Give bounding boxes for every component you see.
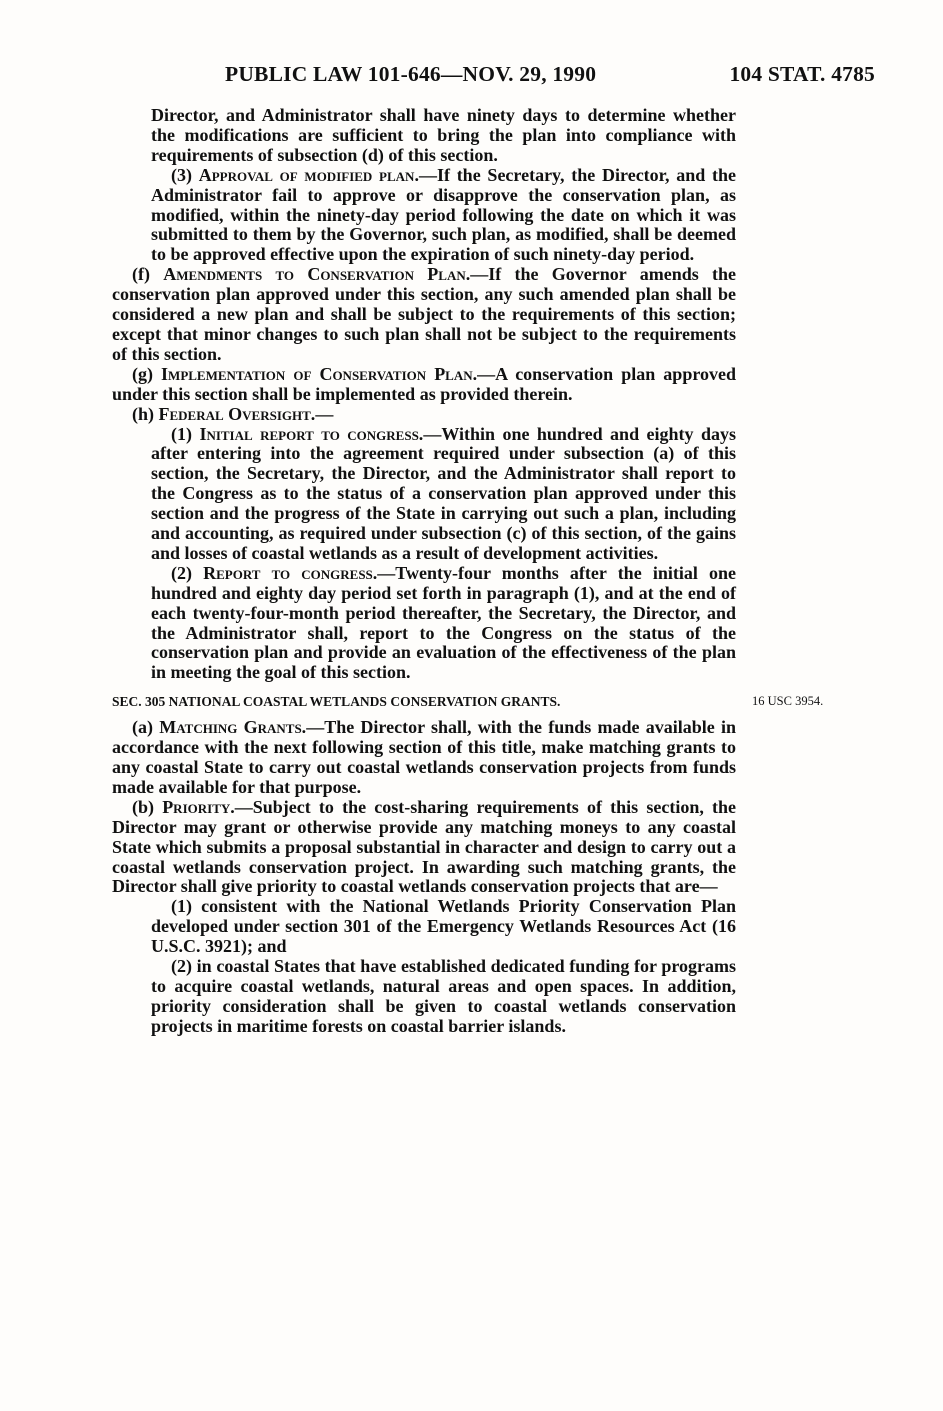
subsection-text: —A conservation plan approved under this section shall be implemented as provided therein.	[112, 363, 736, 404]
subsection-text: —The Director shall, with the funds made available in accordance with the next following section of this title, make matching grants to any coastal State to carry out coastal wetlands conservation projects from funds made available for that purpose.	[112, 717, 736, 797]
paragraph-heading: Approval of modified plan.	[198, 164, 419, 185]
subsection-b	[112, 798, 736, 898]
paragraph-text: (1) consistent with the National Wetlands Priority Conservation Plan developed under section 301 of the Emergency Wetlands Resources Act (16 U.S.C. 3921); and	[151, 896, 736, 957]
subsection-number: (g)	[132, 363, 162, 384]
paragraph-number: (3)	[171, 164, 199, 185]
subsection-heading: Amendments to Conservation Plan.	[163, 264, 471, 285]
subsection-g	[112, 365, 736, 405]
paragraph-text: —If the Secretary, the Director, and the Administrator fail to approve or disapprove the conservation plan, as modified, within the ninety-day period following the date on which it was submitted to them by the Governor, such plan, as modified, shall be deemed to be approved effective upon the expiration of such ninety-day period.	[151, 164, 737, 265]
header-title: PUBLIC LAW 101-646—NOV. 29, 1990	[225, 62, 597, 86]
paragraph-heading: Report to congress.	[203, 562, 378, 583]
subsection-number: (h)	[132, 403, 159, 424]
paragraph-coastal-states	[112, 957, 736, 1037]
subsection-heading: Priority.	[162, 796, 235, 817]
section-heading	[112, 692, 824, 712]
section-title: SEC. 305 NATIONAL COASTAL WETLANDS CONSERVATION GRANTS.	[112, 694, 561, 710]
paragraph-text: Director, and Administrator shall have ninety days to determine whether the modifications are sufficient to bring the plan into compliance with requirements of subsection (d) of this section.	[151, 105, 736, 165]
subsection-heading: Federal Oversight.	[158, 403, 316, 424]
subsection-heading: Implementation of Conservation Plan.	[161, 363, 478, 384]
subsection-text: —Subject to the cost-sharing requirements of this section, the Director may grant or otherwise provide any matching moneys to any coastal State which submits a proposal substantial in character and design to carry out a coastal wetlands conservation project. In awarding such matching grants, the Director shall give priority to coastal wetlands conservation projects that are—	[112, 796, 737, 897]
subsection-heading: Matching Grants.	[159, 717, 307, 738]
paragraph-heading: Initial report to congress.	[199, 423, 424, 444]
subsection-a	[112, 718, 736, 798]
paragraph-text: (2) in coastal States that have established dedicated funding for programs to acquire coastal wetlands, natural areas and open spaces. In addition, priority consideration shall be given to coastal wetlands conservation projects in maritime forests on coastal barrier islands.	[151, 956, 736, 1036]
paragraph-report-to-congress	[112, 564, 736, 683]
paragraph-number: (1)	[171, 423, 200, 444]
subsection-number: (a)	[132, 717, 160, 738]
paragraph-text: —Twenty-four months after the initial one hundred and eighty day period set forth in paragraph (1), and at the end of each twenty-four-month period thereafter, the Secretary, the Director, and the Administrator shall, report to the Congress on the status of the conservation plan and provide an evaluation of the effectiveness of the plan in meeting the goal of this section.	[151, 562, 736, 683]
paragraph-continuation	[112, 106, 736, 166]
subsection-number: (b)	[132, 796, 163, 817]
header-stat-citation: 104 STAT. 4785	[729, 62, 875, 86]
document-body	[112, 105, 824, 1037]
subsection-text: —If the Governor amends the conservation plan approved under this section, any such amended plan shall be considered a new plan and shall be subject to the requirements of this section; except that minor changes to such plan shall not be subject to the requirements of this section.	[112, 264, 736, 364]
margin-citation: 16 USC 3954.	[752, 694, 824, 709]
paragraph-number: (2)	[171, 562, 204, 583]
subsection-text: —	[315, 403, 334, 424]
subsection-h	[112, 405, 736, 425]
paragraph-approval-modified-plan	[112, 166, 736, 266]
subsection-number: (f)	[132, 264, 164, 285]
page-header	[225, 62, 875, 92]
paragraph-initial-report	[112, 425, 736, 564]
paragraph-consistent	[112, 897, 736, 957]
subsection-f	[112, 265, 736, 365]
paragraph-text: —Within one hundred and eighty days after entering into the agreement required under subsection (a) of this section, the Secretary, the Director, and the Administrator shall report to the Congress as to the status of a conservation plan approved under this section and the progress of the State in carrying out such a plan, including and accounting, as required under subsection (c) of this section, of the gains and losses of coastal wetlands as a result of development activities.	[151, 423, 736, 563]
